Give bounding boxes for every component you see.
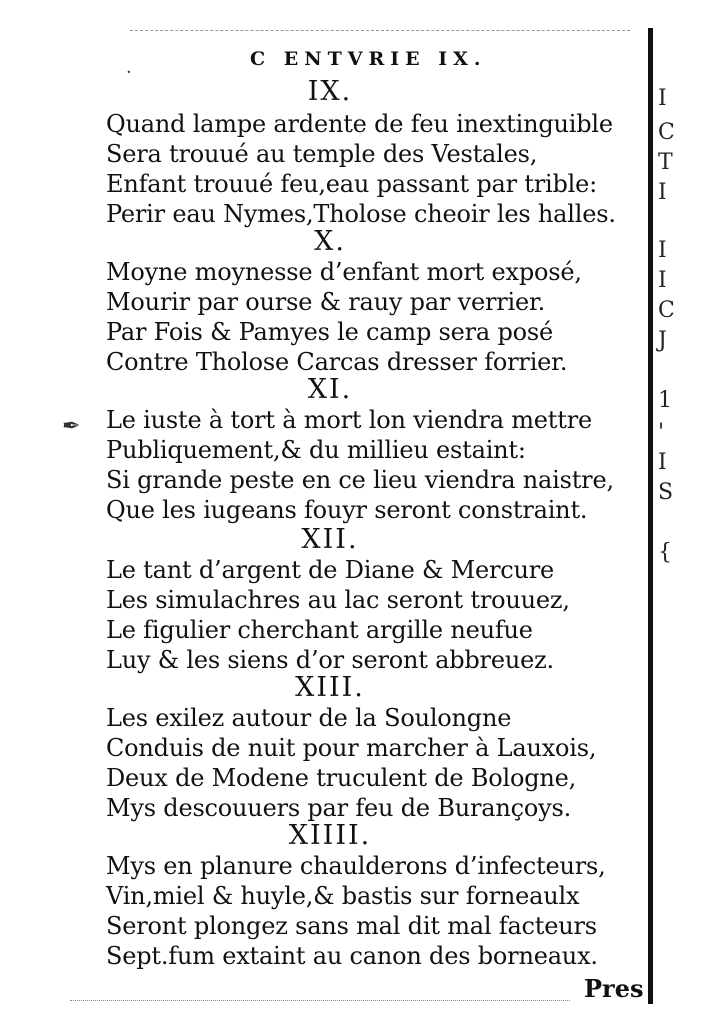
verse-line: Luy & les siens d’or seront abbreuez. <box>106 646 554 674</box>
verse-line: Moyne moynesse d’enfant mort exposé, <box>106 258 582 286</box>
verse-line: Sera trouué au temple des Vestales, <box>106 140 538 168</box>
running-header: C ENTVRIE IX. <box>250 48 487 70</box>
verse-line: Mys descouuers par feu de Burançoys. <box>106 794 572 822</box>
page-edge-rule <box>648 28 653 1004</box>
bleed-letter: I <box>658 180 667 205</box>
scan-noise-bottom <box>70 990 570 1001</box>
verse-line: Le figulier cherchant argille neufue <box>106 616 533 644</box>
bleed-letter: I <box>658 86 667 111</box>
verse-line: Les simulachres au lac seront trouuez, <box>106 586 570 614</box>
verse-line: Mourir par ourse & rauy par verrier. <box>106 288 546 316</box>
verse-line: Les exilez autour de la Soulongne <box>106 704 512 732</box>
bleed-letter: I <box>658 450 667 475</box>
verse-line: Mys en planure chaulderons d’infecteurs, <box>106 852 606 880</box>
quatrain-number: XI. <box>307 374 353 405</box>
bleed-letter: I <box>658 238 667 263</box>
facing-page-bleed <box>658 0 726 1024</box>
verse-line: Par Fois & Pamyes le camp sera posé <box>106 318 553 346</box>
bleed-letter: T <box>658 150 673 175</box>
bleed-letter: J <box>658 328 667 353</box>
quatrain-number: X. <box>314 226 346 257</box>
verse-line: Conduis de nuit pour marcher à Lauxois, <box>106 734 597 762</box>
verse-line: Si grande peste en ce lieu viendra naistre, <box>106 466 614 494</box>
verse-line: Contre Tholose Carcas dresser forrier. <box>106 348 568 376</box>
verse-line: Perir eau Nymes,Tholose cheoir les halles. <box>106 200 616 228</box>
verse-line: Enfant trouué feu,eau passant par trible: <box>106 170 598 198</box>
verse-line: Deux de Modene truculent de Bologne, <box>106 764 577 792</box>
quatrain-number: IX. <box>307 76 353 107</box>
verse-line: Le tant d’argent de Diane & Mercure <box>106 556 555 584</box>
verse-line: Quand lampe ardente de feu inextinguible <box>106 110 613 138</box>
verse-line: Que les iugeans fouyr seront constraint. <box>106 496 588 524</box>
bleed-letter: C <box>658 120 675 145</box>
bleed-letter: ' <box>658 420 665 445</box>
catchword: Pres <box>584 974 644 1003</box>
scan-noise-top <box>130 30 630 43</box>
verse-line: Sept.fum extaint au canon des borneaux. <box>106 942 598 970</box>
verse-line: Seront plongez sans mal dit mal facteurs <box>106 912 597 940</box>
quatrain-number: XII. <box>301 524 359 555</box>
margin-mark: ✒ <box>62 414 81 439</box>
scan-speck: · <box>126 62 132 83</box>
quatrain-number: XIII. <box>295 672 365 703</box>
verse-line: Le iuste à tort à mort lon viendra mettre <box>106 406 592 434</box>
verse-line: Publiquement,& du millieu estaint: <box>106 436 526 464</box>
bleed-letter: I <box>658 268 667 293</box>
bleed-letter: S <box>658 480 674 505</box>
bleed-letter: C <box>658 298 675 323</box>
verse-line: Vin,miel & huyle,& bastis sur forneaulx <box>106 882 580 910</box>
bleed-letter: { <box>658 540 672 565</box>
quatrain-number: XIIII. <box>288 820 372 851</box>
bleed-letter: 1 <box>658 388 672 413</box>
